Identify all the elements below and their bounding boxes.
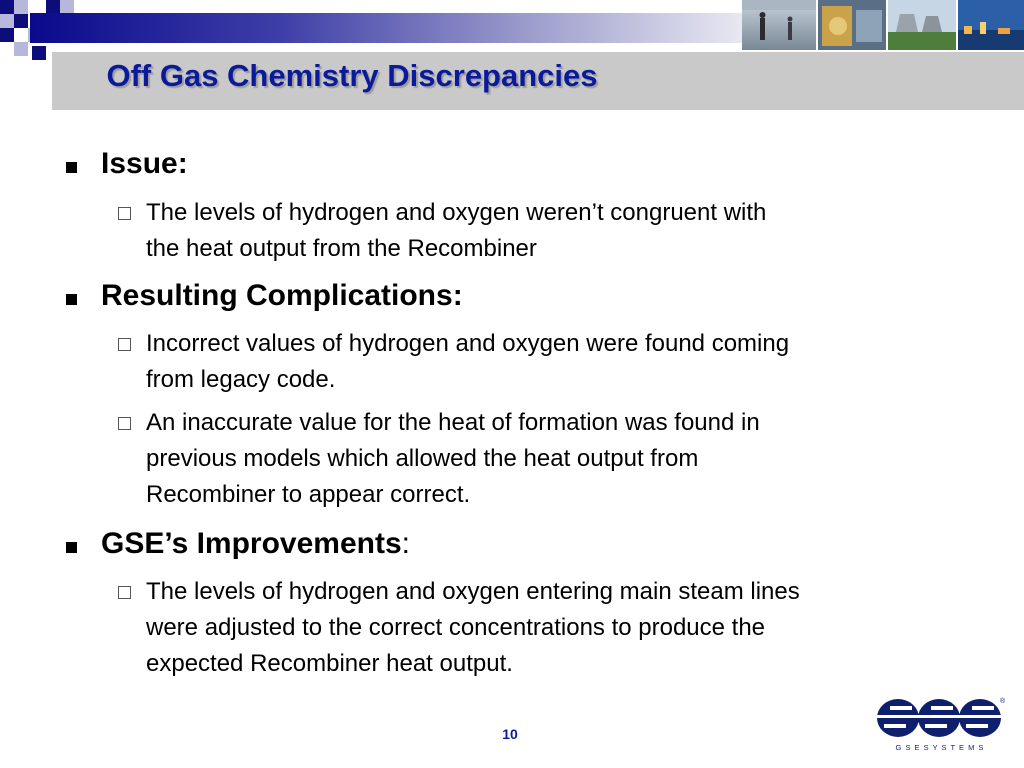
sub-bullet-text: An inaccurate value for the heat of formation was found in (146, 409, 760, 436)
decor-square (14, 14, 28, 28)
bullet-marker (66, 162, 77, 173)
decor-square (46, 0, 60, 14)
header-photo-city-night (958, 0, 1024, 50)
bullet-marker (66, 294, 77, 305)
decor-square (14, 42, 28, 56)
slide-title: Off Gas Chemistry Discrepancies (106, 58, 598, 93)
gse-systems-logo (876, 694, 1004, 754)
sub-bullet-text: were adjusted to the correct concentrations to produce the (146, 614, 766, 641)
sub-bullet-marker (118, 207, 131, 220)
sub-bullet-marker (118, 417, 131, 430)
sub-bullet-text: from legacy code. (146, 366, 336, 393)
sub-bullet-marker (118, 338, 131, 351)
registered-mark: ® (1000, 698, 1006, 705)
header-gradient-band (30, 13, 742, 43)
decor-square (0, 0, 14, 14)
sub-bullet-text: Recombiner to appear correct. (146, 481, 471, 508)
page-number: 10 (502, 726, 518, 742)
bullet-heading: Issue: (101, 147, 188, 180)
bullet-heading: Resulting Complications: (101, 279, 463, 312)
decor-square (14, 0, 28, 14)
sub-bullet-text: the heat output from the Recombiner (146, 235, 537, 262)
header-photo-industrial (818, 0, 886, 50)
sub-bullet-text: expected Recombiner heat output. (146, 650, 513, 677)
logo-tagline: G S E S Y S T E M S (895, 743, 985, 752)
sub-bullet-marker (118, 586, 131, 599)
header-photo-people (742, 0, 816, 50)
bullet-heading: GSE’s Improvements: (101, 527, 411, 560)
decor-square (0, 28, 14, 42)
sub-bullet-text: Incorrect values of hydrogen and oxygen were found coming (146, 330, 790, 357)
sub-bullet-text: The levels of hydrogen and oxygen weren’t congruent with (146, 199, 767, 226)
decor-square (32, 46, 46, 60)
decor-square (0, 14, 14, 28)
header-photo-cooling-towers (888, 0, 956, 50)
sub-bullet-text: The levels of hydrogen and oxygen entering main steam lines (146, 578, 800, 605)
bullet-marker (66, 542, 77, 553)
decor-square (60, 0, 74, 14)
sub-bullet-text: previous models which allowed the heat output from (146, 445, 699, 472)
